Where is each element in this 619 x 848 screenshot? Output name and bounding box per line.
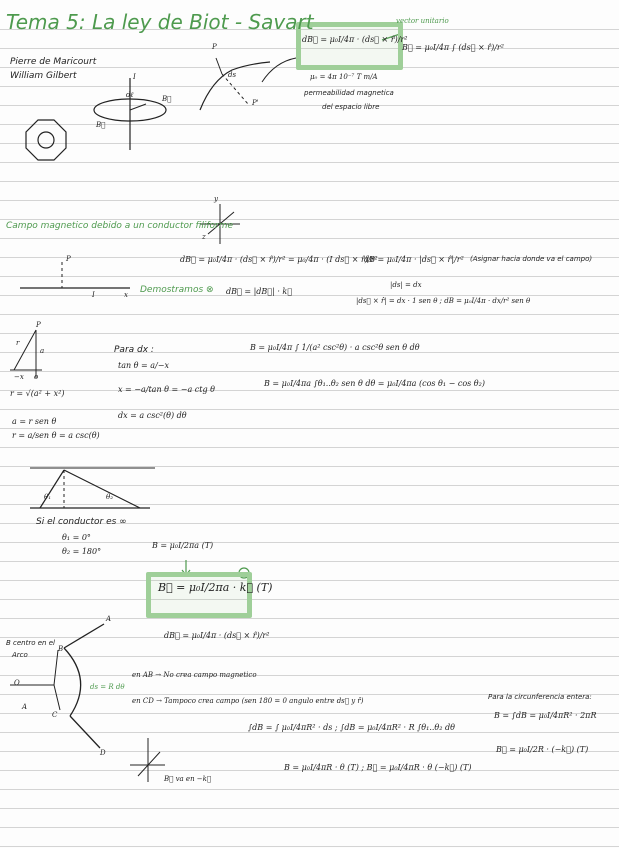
author-2: William Gilbert	[10, 71, 77, 81]
label-dl: dℓ	[126, 91, 134, 99]
eq-B-integral-sec3: B = μ₀I/4π ∫ 1/(a² csc²θ) · a csc²θ sen θ dθ	[250, 343, 420, 352]
label-P-tri: P	[36, 321, 41, 329]
eq-B-final: B = μ₀I/4πR · θ (T) ; B⃗ = μ₀I/4πR · θ (−k⃗) (T)	[284, 763, 472, 772]
mu0-desc-1: permeabilidad magnetica	[304, 89, 394, 97]
note-asignar: (Asignar hacia donde va el campo)	[470, 255, 593, 263]
label-B-loop: B⃗	[162, 95, 172, 103]
demo-note: Demostramos ⊗	[140, 285, 214, 295]
label-B-arc: B	[58, 645, 64, 653]
axis-z-small	[138, 752, 160, 776]
eq-r-csc: r = a/sen θ = a csc(θ)	[12, 431, 100, 440]
label-ds: ds	[228, 71, 237, 79]
label-A-top: A	[106, 615, 112, 623]
highlight-box-B	[146, 572, 252, 618]
octagon-hole	[38, 132, 54, 148]
eq-dB-magnitude: dB = μ₀I/4π · |ds⃗ × r̂|/r²	[364, 255, 464, 264]
label-C-arc: C	[52, 711, 58, 719]
big-left	[40, 470, 64, 508]
eq-B-result: B = μ₀I/4πa ∫θ₁..θ₂ sen θ dθ = μ₀I/4πa (cos θ₁ − cos θ₂)	[264, 379, 485, 388]
eq-circ-2: B⃗ = μ₀I/2R · (−k⃗) (T)	[496, 745, 589, 754]
note-CD: en CD → Tampoco crea campo (sen 180 = 0 angulo entre ds⃗ y r̂)	[132, 697, 364, 705]
arc-radius-b	[54, 650, 58, 685]
label-theta2: θ₂	[106, 493, 114, 501]
note-AB: en AB → No crea campo magnetico	[132, 671, 257, 679]
radius-line	[130, 104, 146, 110]
label-a-tri: a	[40, 347, 45, 355]
label-D-arc: D	[100, 749, 106, 757]
eq-B-2pia: B = μ₀I/2πa (T)	[152, 541, 214, 550]
label-r-tri: r	[16, 339, 20, 347]
label-y-axis: y	[214, 195, 218, 203]
eq-ds-dx: |ds| = dx	[390, 281, 422, 289]
eq-circ-1: B = ∫dB = μ₀I/4πR² · 2πR	[494, 711, 597, 720]
eq-dx: dx = a csc²(θ) dθ	[118, 411, 187, 420]
label-I-sec2: I	[92, 291, 95, 299]
eq-a-rsen: a = r sen θ	[12, 417, 57, 426]
section-heading-conductor: Campo magnetico debido a un conductor filiforme	[6, 221, 234, 231]
r-vector	[216, 58, 222, 74]
label-P-sec2: P	[66, 255, 71, 263]
para-dx: Para dx :	[114, 345, 154, 355]
label-x-sec2: x	[124, 291, 128, 299]
eq-dB-biot: dB⃗ = μ₀I/4π · (ds⃗ × r̂)/r²	[302, 35, 408, 44]
curve-arrow	[262, 58, 296, 82]
big-right	[64, 470, 140, 508]
author-1: Pierre de Maricourt	[10, 57, 97, 67]
eq-tan: tan θ = a/−x	[118, 361, 169, 370]
eq-B-integral: B⃗ = μ₀I/4π ∫ (ds⃗ × r̂)/r²	[402, 43, 504, 52]
eq-theta1-0: θ₁ = 0°	[62, 533, 91, 542]
label-I: I	[133, 73, 136, 81]
eq-dB-sec2: dB⃗ = μ₀I/4π · (ds⃗ × r̂)/r² = μ₀/4π · (I ds⃗ × r̂)/r²	[180, 255, 378, 264]
label-minus-x: −x	[14, 373, 24, 381]
eq-dB-k: dB⃗ = |dB⃗| · k⃗	[226, 287, 293, 296]
label-A-left: A	[22, 703, 28, 711]
eq-integral-sec5: ∫dB = ∫ μ₀I/4πR² · ds ; ∫dB = μ₀I/4πR² · R ∫θ₁..θ₂ dθ	[248, 723, 455, 732]
page-title: Tema 5: La ley de Biot - Savart	[6, 10, 314, 34]
eq-x: x = −a/tan θ = −a ctg θ	[118, 385, 215, 394]
label-o: o	[34, 373, 39, 381]
current-curve	[200, 62, 270, 110]
label-B-bottom: B⃗	[96, 121, 106, 129]
note-circunferencia: Para la circunferencia entera:	[488, 693, 592, 701]
eq-r-sqrt: r = √(a² + x²)	[10, 389, 65, 398]
label-P-prime: P'	[252, 99, 259, 107]
label-O-arc: O	[14, 679, 20, 687]
mu0-value: μ₀ = 4π 10⁻⁷ T m/A	[310, 73, 378, 81]
eq-cross: |ds⃗ × r̂| = dx · 1 sen θ ; dB = μ₀I/4π · dx/r² sen θ	[356, 297, 531, 305]
label-theta1: θ₁	[44, 493, 52, 501]
note-vector-unitario: vector unitario	[396, 17, 449, 25]
B-centro-2: Arco	[12, 651, 28, 659]
eq-B-vector-k: B⃗ = μ₀I/2πa · k⃗ (T)	[158, 581, 273, 594]
B-centro-1: B centro en el	[6, 639, 55, 647]
arc-curve	[64, 648, 81, 716]
octagon-sketch	[26, 120, 66, 160]
eq-ds-Rdtheta: ds = R dθ	[90, 683, 125, 691]
label-P: P	[212, 43, 217, 51]
segment-cd	[70, 716, 100, 748]
si-conductor: Si el conductor es ∞	[36, 517, 127, 527]
eq-theta2-180: θ₂ = 180°	[62, 547, 102, 556]
segment-ab	[64, 624, 104, 648]
note-B-va: B⃗ va en −k⃗	[164, 775, 212, 783]
label-z-axis: z	[202, 233, 206, 241]
mu0-desc-2: del espacio libre	[322, 103, 380, 111]
eq-dB-sec5: dB⃗ = μ₀I/4π · (ds⃗ × r̂)/r²	[164, 631, 270, 640]
tri-hyp	[14, 330, 36, 370]
arc-radius-c	[54, 685, 60, 710]
